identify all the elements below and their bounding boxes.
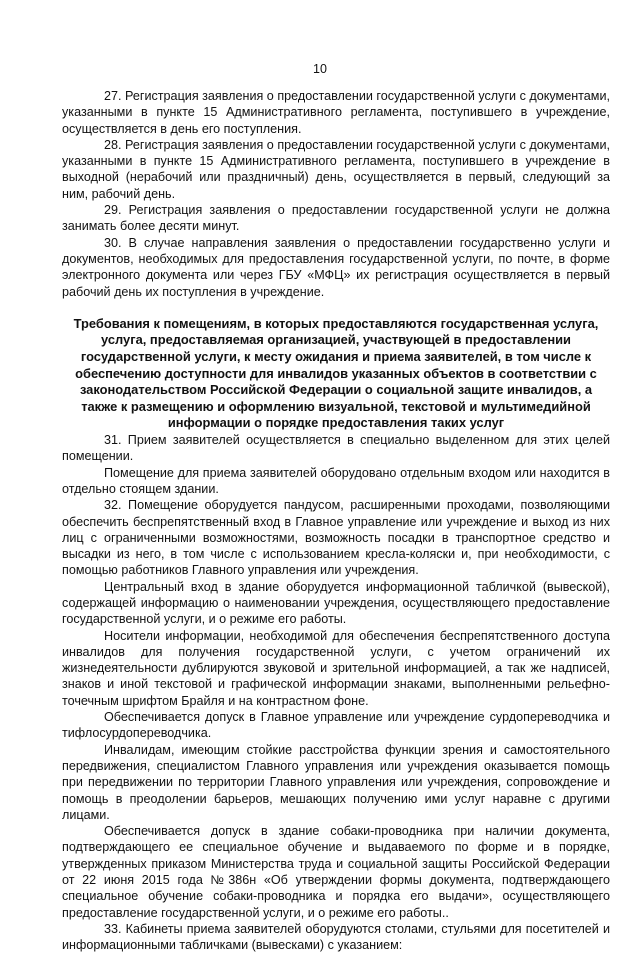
paragraph-32-entrance: Центральный вход в здание оборудуется информационной табличкой (вывеской), содержащей информацию о наименовании учреждения, осуществляющего предоставление государственной услуги, и о режиме его работы. — [62, 579, 610, 627]
paragraph-29: 29. Регистрация заявления о предоставлении государственной услуги не должна занимать более десяти минут. — [62, 203, 610, 234]
paragraph-28: 28. Регистрация заявления о предоставлении государственной услуги с документами, указанными в пункте 15 Административного регламента, поступившего в учреждение в выходной (нерабочий или праздничный) день, осуществляется в первый, следующий за ним, рабочий день. — [62, 137, 610, 201]
paragraph-31-room: Помещение для приема заявителей оборудовано отдельным входом или находится в отдельно стоящем здании. — [62, 465, 610, 496]
paragraph-32-interpreter: Обеспечивается допуск в Главное управление или учреждение сурдопереводчика и тифлосурдопереводчика. — [62, 710, 610, 741]
document-body — [62, 88, 610, 954]
paragraph-32: 32. Помещение оборудуется пандусом, расширенными проходами, позволяющими обеспечить беспрепятственный вход в Главное управление или учреждение и выход из них лиц с ограниченными возможностями, возможность посадки в транспортное средство и высадки из него, в том числе с использованием кресла-коляски и, при необходимости, с помощью работников Главного управления или учреждения. — [62, 498, 610, 578]
page-number: 10 — [313, 62, 327, 76]
paragraph-32-assistance: Инвалидам, имеющим стойкие расстройства функции зрения и самостоятельного передвижения, специалистом Главного управления или учреждения оказывается помощь при передвижении по территории Главного управления или учреждения, сопровождение и помощь в преодолении барьеров, мешающих получению ими услуг наравне с другими лицами. — [62, 742, 610, 822]
paragraph-31: 31. Прием заявителей осуществляется в специально выделенном для этих целей помещении. — [62, 433, 610, 464]
paragraph-30: 30. В случае направления заявления о предоставлении государственно услуги и документов, необходимых для предоставления государственной услуги, по почте, в форме электронного документа или через ГБУ «МФЦ» их регистрация осуществляется в первый рабочий день их поступления в учреждение. — [62, 235, 610, 299]
section-heading: Требования к помещениям, в которых предоставляются государственная услуга, услуга, предоставляемая организацией, участвующей в предоставлении государственной услуги, к месту ожидания и приема заявителей, в том числе к обеспечению доступности для инвалидов указанных объектов в соответствии с законодательством Российской Федерации о социальной защите инвалидов, а также к размещению и оформлению визуальной, текстовой и мультимедийной информации о порядке предоставления таких услуг — [73, 315, 599, 431]
paragraph-32-info-carriers: Носители информации, необходимой для обеспечения беспрепятственного доступа инвалидов для получения государственной услуги, с учетом ограничений их жизнедеятельности дублируются звуковой и зрительной информацией, а так же надписей, знаков и иной текстовой и графической информации знаками, выполненными рельефно-точечным шрифтом Брайля и на контрастном фоне. — [62, 628, 610, 708]
paragraph-27: 27. Регистрация заявления о предоставлении государственной услуги с документами, указанными в пункте 15 Административного регламента, поступившего в учреждение, осуществляется в день его поступления. — [62, 89, 610, 136]
paragraph-32-guide-dog: Обеспечивается допуск в здание собаки-проводника при наличии документа, подтверждающего ее специальное обучение и выдаваемого по форме и в порядке, утвержденных приказом Министерства труда и социальной защиты Российской Федерации от 22 июня 2015 года №386н «Об утверждении формы документа, подтверждающего специальное обучение собаки-проводника и порядка его выдачи», осуществляющего предоставление государственной услуги, и о режиме его работы.. — [62, 824, 610, 920]
paragraph-33: 33. Кабинеты приема заявителей оборудуются столами, стульями для посетителей и информационными табличками (вывесками) с указанием: — [62, 921, 610, 953]
